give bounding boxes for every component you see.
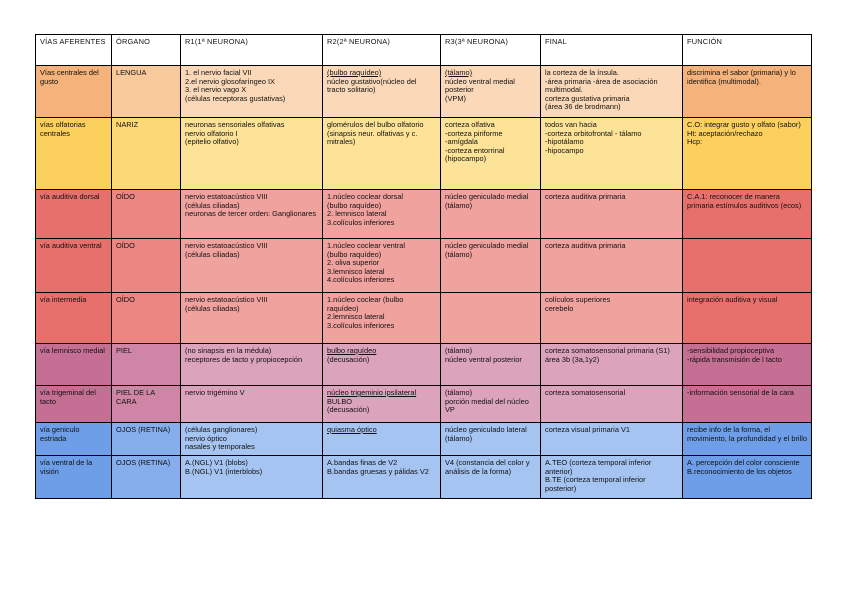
cell-organo bbox=[112, 118, 181, 190]
cell-final bbox=[541, 386, 683, 423]
cell-line: BULBO bbox=[327, 396, 353, 406]
cell-r1 bbox=[181, 239, 323, 293]
cell-line: nervio olfatorio I bbox=[185, 128, 238, 138]
cell-line: 1. el nervio facial VII bbox=[185, 68, 252, 77]
cell-line: colículos superiores bbox=[545, 295, 611, 304]
cell-organo bbox=[112, 293, 181, 344]
cell-line: bulbo raquídeo bbox=[327, 346, 377, 355]
cell-line: OJOS (RETINA) bbox=[116, 425, 171, 434]
cell-r1 bbox=[181, 344, 323, 386]
cell-line: A.TEO (corteza temporal inferior anterior) bbox=[545, 458, 654, 476]
cell-line: (VPM) bbox=[445, 93, 466, 103]
cell-line: cerebelo bbox=[545, 303, 574, 313]
cell-line: neuronas sensoriales olfativas bbox=[185, 120, 285, 129]
cell-line: corteza auditiva primaria bbox=[545, 192, 626, 201]
cell-r1 bbox=[181, 456, 323, 499]
cell-line: núcleo geniculado medial (tálamo) bbox=[445, 192, 531, 210]
cell-line: núcleo geniculado lateral bbox=[445, 425, 527, 434]
cell-r3 bbox=[441, 190, 541, 239]
cell-organo bbox=[112, 190, 181, 239]
cell-line: OÍDO bbox=[116, 241, 135, 250]
cell-line: (células ciliadas) bbox=[185, 200, 240, 210]
cell-line: vías olfatorias centrales bbox=[40, 120, 88, 138]
cell-line: corteza visual primaria V1 bbox=[545, 425, 631, 434]
cell-line: -hipocampo bbox=[545, 145, 584, 155]
cell-line: 4.colículos inferiores bbox=[327, 275, 395, 285]
table-row bbox=[36, 423, 812, 456]
cell-line: (células ganglionares) bbox=[185, 425, 258, 434]
cell-line: 3.colículos inferiores bbox=[327, 320, 395, 330]
cell-via bbox=[36, 386, 112, 423]
cell-organo bbox=[112, 66, 181, 118]
cell-line: vía intermedia bbox=[40, 295, 87, 304]
cell-line: OJOS (RETINA) bbox=[116, 458, 171, 467]
cell-line: (bulbo raquídeo) bbox=[327, 200, 382, 210]
cell-line: A.bandas finas de V2 bbox=[327, 458, 398, 467]
cell-via bbox=[36, 239, 112, 293]
cell-line: Hcp: bbox=[687, 137, 703, 147]
cell-line: nervio estatoacústico VIII bbox=[185, 192, 268, 201]
cell-final bbox=[541, 239, 683, 293]
cell-line: B.reconocimiento de los objetos bbox=[687, 466, 792, 476]
cell-line: 3. el nervio vago X bbox=[185, 85, 247, 95]
cell-via bbox=[36, 293, 112, 344]
table-row bbox=[36, 239, 812, 293]
table-row bbox=[36, 118, 812, 190]
cell-r2 bbox=[323, 293, 441, 344]
cell-line: -corteza piriforme bbox=[445, 128, 503, 138]
cell-final bbox=[541, 118, 683, 190]
header-row bbox=[36, 35, 812, 66]
cell-funcion bbox=[683, 239, 812, 293]
cell-line: corteza gustativa primaria bbox=[545, 93, 630, 103]
cell-line: (tálamo) bbox=[445, 433, 473, 443]
cell-line: -sensibilidad propioceptiva bbox=[687, 346, 775, 355]
cell-line: corteza auditiva primaria bbox=[545, 241, 626, 250]
cell-r3 bbox=[441, 386, 541, 423]
cell-line: núcleo gustativo(núcleo del tracto solitario) bbox=[327, 76, 419, 95]
cell-line: A.(NGL) V1 (blobs) bbox=[185, 458, 248, 467]
cell-line: 2. oliva superior bbox=[327, 258, 380, 268]
cell-r2 bbox=[323, 344, 441, 386]
header-r2: R2(2ª NEURONA) bbox=[323, 35, 441, 66]
cell-line: vía geniculo estriada bbox=[40, 425, 82, 443]
cell-line: integración auditiva y visual bbox=[687, 295, 778, 304]
cell-line: (células receptoras gustativas) bbox=[185, 93, 286, 103]
cell-line: PIEL bbox=[116, 346, 133, 355]
cell-r1 bbox=[181, 118, 323, 190]
cell-via bbox=[36, 66, 112, 118]
cell-funcion bbox=[683, 66, 812, 118]
cell-r1 bbox=[181, 66, 323, 118]
cell-line: glomérulos del bulbo olfatorio bbox=[327, 120, 424, 129]
cell-line: -área primaria -área de asociación multimodal. bbox=[545, 76, 660, 95]
cell-r1 bbox=[181, 293, 323, 344]
header-r1: R1(1ª NEURONA) bbox=[181, 35, 323, 66]
cell-via bbox=[36, 456, 112, 499]
cell-line: -corteza entorrinal bbox=[445, 145, 505, 155]
cell-line: 1.núcleo coclear dorsal bbox=[327, 192, 404, 201]
cell-organo bbox=[112, 239, 181, 293]
cell-r3 bbox=[441, 239, 541, 293]
cell-line: 1.núcleo coclear (bulbo raquídeo) bbox=[327, 295, 406, 313]
cell-line: núcleo geniculado medial (tálamo) bbox=[445, 241, 531, 259]
cell-line: A. percepción del color consciente bbox=[687, 458, 800, 467]
cell-r3 bbox=[441, 66, 541, 118]
cell-line: vía auditiva dorsal bbox=[40, 192, 100, 201]
cell-line: nervio estatoacústico VIII bbox=[185, 295, 268, 304]
cell-line: B.bandas gruesas y pálidas V2 bbox=[327, 466, 429, 476]
cell-final bbox=[541, 190, 683, 239]
cell-r3 bbox=[441, 423, 541, 456]
cell-final bbox=[541, 344, 683, 386]
cell-r2 bbox=[323, 239, 441, 293]
cell-line: nervio óptico bbox=[185, 433, 227, 443]
cell-funcion bbox=[683, 456, 812, 499]
cell-line: receptores de tacto y propiocepción bbox=[185, 354, 303, 364]
cell-r2 bbox=[323, 386, 441, 423]
cell-final bbox=[541, 423, 683, 456]
cell-final bbox=[541, 66, 683, 118]
cell-r3 bbox=[441, 456, 541, 499]
cell-line: (células ciliadas) bbox=[185, 303, 240, 313]
cell-line: recibe info de la forma, el movimiento, la profundidad y el brillo bbox=[687, 425, 807, 443]
cell-r1 bbox=[181, 190, 323, 239]
cell-line: -hipotálamo bbox=[545, 137, 584, 147]
cell-line: discrimina el sabor (primaria) y lo identifica (multimodal). bbox=[687, 68, 798, 86]
cell-line: OÍDO bbox=[116, 192, 135, 201]
cell-line: PIEL DE LA CARA bbox=[116, 388, 157, 406]
cell-line: nervio trigémino V bbox=[185, 388, 245, 397]
cell-line: (sinapsis neur. olfativas y c. mitrales) bbox=[327, 128, 420, 147]
cell-line: Vías centrales del gusto bbox=[40, 68, 101, 86]
cell-line: vía auditiva ventral bbox=[40, 241, 102, 250]
cell-line: V4 (constancia del color y análisis de la forma) bbox=[445, 458, 532, 476]
cell-line: C.O: integrar gusto y olfato (sabor) bbox=[687, 120, 801, 129]
cell-line: -corteza orbitofrontal - tálamo bbox=[545, 128, 642, 138]
cell-funcion bbox=[683, 293, 812, 344]
cell-funcion bbox=[683, 344, 812, 386]
cell-line: Ht: aceptación/rechazo bbox=[687, 128, 763, 138]
cell-via bbox=[36, 190, 112, 239]
cell-line: (hipocampo) bbox=[445, 154, 487, 164]
cell-line: -información sensorial de la cara bbox=[687, 388, 794, 397]
table-row bbox=[36, 190, 812, 239]
header-funcion: FUNCIÓN bbox=[683, 35, 812, 66]
table-row bbox=[36, 344, 812, 386]
cell-funcion bbox=[683, 386, 812, 423]
cell-funcion bbox=[683, 190, 812, 239]
cell-line: corteza somatosensorial primaria (S1) bbox=[545, 346, 670, 355]
cell-line: vía lemnisco medial bbox=[40, 346, 105, 355]
cell-line: (tálamo) bbox=[445, 388, 473, 397]
cell-organo bbox=[112, 456, 181, 499]
cell-r3 bbox=[441, 293, 541, 344]
cell-final bbox=[541, 456, 683, 499]
cell-line: NARIZ bbox=[116, 120, 139, 129]
cell-line: 2.el nervio glosofaríngeo IX bbox=[185, 76, 275, 86]
cell-line: (bulbo raquídeo) bbox=[327, 68, 382, 77]
cell-line: (células ciliadas) bbox=[185, 249, 240, 259]
cell-final bbox=[541, 293, 683, 344]
cell-line: todos van hacia bbox=[545, 120, 597, 129]
cell-via bbox=[36, 344, 112, 386]
cell-line: 3.colículos inferiores bbox=[327, 217, 395, 227]
cell-line: (decusación) bbox=[327, 405, 370, 415]
cell-line: LENGUA bbox=[116, 68, 147, 77]
cell-line: núcleo ventral posterior bbox=[445, 354, 522, 364]
cell-line: (epitelio olfativo) bbox=[185, 137, 239, 147]
cell-line: OÍDO bbox=[116, 295, 135, 304]
cell-r3 bbox=[441, 344, 541, 386]
cell-line: B.(NGL) V1 (interblobs) bbox=[185, 466, 263, 476]
table-row bbox=[36, 386, 812, 423]
cell-line: neuronas de tercer orden: Ganglionares bbox=[185, 209, 317, 219]
table-row bbox=[36, 456, 812, 499]
cell-line: (tálamo) bbox=[445, 346, 473, 355]
header-final: FINAL bbox=[541, 35, 683, 66]
cell-line: núcleo ventral medial posterior bbox=[445, 76, 517, 95]
cell-line: B.TE (corteza temporal inferior posterior) bbox=[545, 475, 648, 493]
cell-line: nervio estatoacústico VIII bbox=[185, 241, 268, 250]
cell-line: (no sinapsis en la médula) bbox=[185, 346, 272, 355]
cell-r2 bbox=[323, 423, 441, 456]
cell-via bbox=[36, 118, 112, 190]
header-r3: R3(3ª NEURONA) bbox=[441, 35, 541, 66]
cell-line: corteza olfativa bbox=[445, 120, 495, 129]
cell-r1 bbox=[181, 423, 323, 456]
cell-r3 bbox=[441, 118, 541, 190]
cell-organo bbox=[112, 386, 181, 423]
cell-line: (bulbo raquídeo) bbox=[327, 249, 382, 259]
cell-via bbox=[36, 423, 112, 456]
cell-r2 bbox=[323, 456, 441, 499]
cell-line: vía trigeminal del tacto bbox=[40, 388, 98, 406]
cell-r2 bbox=[323, 190, 441, 239]
cell-r2 bbox=[323, 118, 441, 190]
cell-line: (área 36 de brodmann) bbox=[545, 102, 621, 112]
cell-r1 bbox=[181, 386, 323, 423]
header-vias-aferentes: VÍAS AFERENTES bbox=[36, 35, 112, 66]
cell-line: la corteza de la ínsula. bbox=[545, 68, 619, 77]
cell-organo bbox=[112, 344, 181, 386]
table-row bbox=[36, 66, 812, 118]
cell-line: corteza somatosensorial bbox=[545, 388, 626, 397]
afferent-pathways-table bbox=[35, 34, 812, 499]
cell-line: 1.núcleo coclear ventral bbox=[327, 241, 406, 250]
cell-line: 3.lemnisco lateral bbox=[327, 266, 385, 276]
cell-line: porción medial del núcleo VP bbox=[445, 396, 531, 415]
cell-line: vía ventral de la visión bbox=[40, 458, 95, 476]
cell-line: núcleo trigeminio ipsilateral bbox=[327, 388, 417, 397]
table-row bbox=[36, 293, 812, 344]
cell-line: (tálamo) bbox=[445, 68, 473, 77]
cell-line: 2.lemnisco lateral bbox=[327, 312, 385, 322]
cell-funcion bbox=[683, 118, 812, 190]
cell-line: 2. lemnisco lateral bbox=[327, 209, 387, 219]
cell-r2 bbox=[323, 66, 441, 118]
cell-line: -rápida transmisión de l tacto bbox=[687, 354, 782, 364]
cell-line: quiasma óptico bbox=[327, 425, 377, 434]
cell-line: nasales y temporales bbox=[185, 442, 255, 452]
cell-funcion bbox=[683, 423, 812, 456]
cell-organo bbox=[112, 423, 181, 456]
cell-line: área 3b (3a,1y2) bbox=[545, 354, 600, 364]
cell-line: -amígdala bbox=[445, 137, 478, 147]
header-organo: ÓRGANO bbox=[112, 35, 181, 66]
cell-line: C.A.1: reconocer de manera primaria estímulos auditivos (ecos) bbox=[687, 192, 802, 210]
cell-line: (decusación) bbox=[327, 354, 370, 364]
